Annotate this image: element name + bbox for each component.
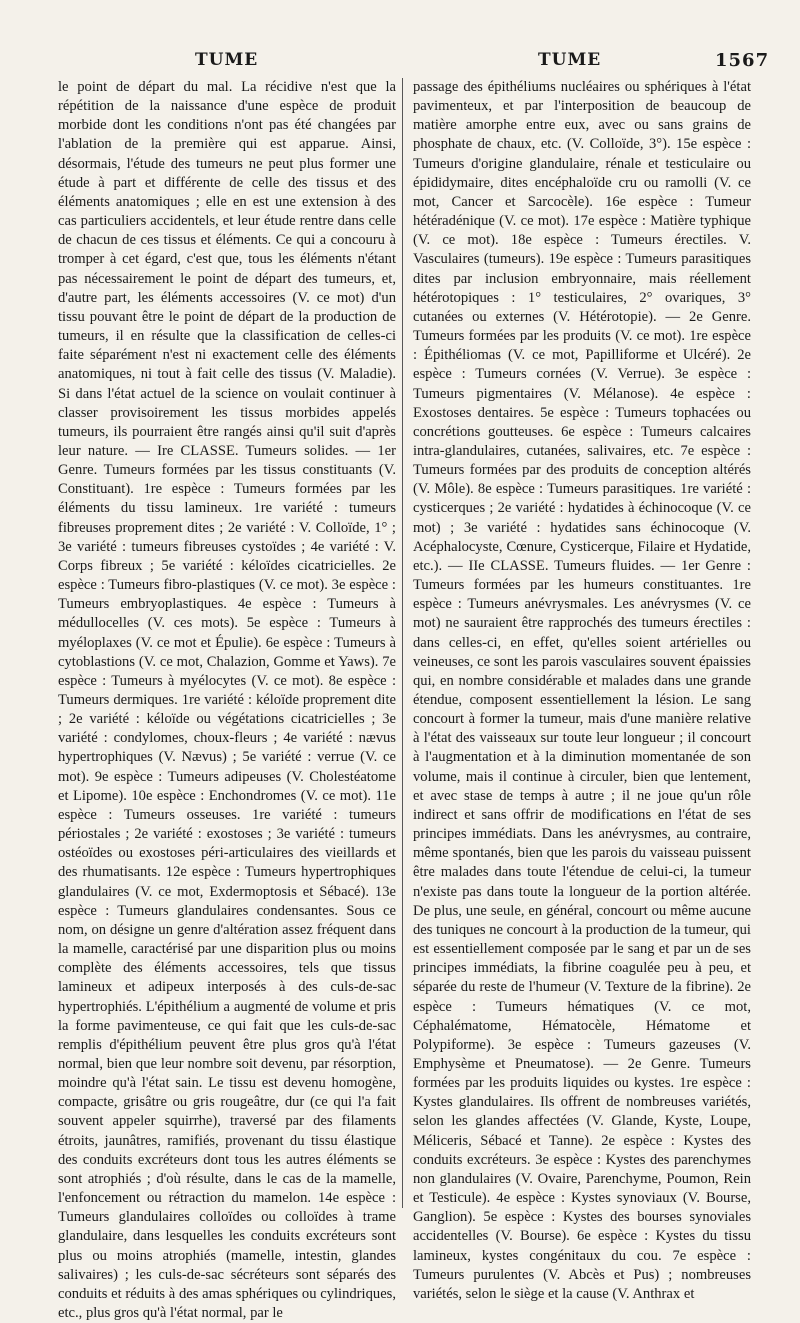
text-column-right [413, 78, 751, 1302]
page-number: 1567 [715, 50, 770, 71]
column-divider [402, 78, 403, 1208]
column-right-text: passage des épithéliums nucléaires ou sphériques à l'état pavimenteux, et par l'interposition de beaucoup de matière amorphe entre eux, avec ou sans grains de phosphate de chaux, etc. (V. Colloïde, 3°). 15e espèce : Tumeurs d'origine glandulaire, rénale et testiculaire ou épididymaire, dites encéphaloïde cru ou ramolli (V. ce mot, Cancer et Sarcocèle). 16e espèce : Tumeur hétéradénique (V. ce mot). 17e espèce : Matière typhique (V. ce mot). 18e espèce : Tumeurs érectiles. V. Vasculaires (tumeurs). 19e espèce : Tumeurs parasitiques dites par inclusion embryonnaire, mais réellement hétérotopiques : 1° testiculaires, 2° ovariques, 3° cutanées ou externes (V. Hétérotopie). — 2e Genre. Tumeurs formées par les produits (V. ce mot). 1re espèce : Épithéliomas (V. ce mot, Papilliforme et Ulcéré). 2e espèce : Tumeurs cornées (V. Verrue). 3e espèce : Tumeurs pigmentaires (V. Mélanose). 4e espèce : Exostoses dentaires. 5e espèce : Tumeurs tophacées ou concrétions goutteuses. 6e espèce : Tumeurs calcaires intra-glandulaires, cutanées, salivaires, etc. 7e espèce : Tumeurs formées par des produits de conception altérés (V. Môle). 8e espèce : Tumeurs parasitiques. 1re variété : cysticerques ; 2e variété : hydatides à échinocoque (V. ce mot) ; 3e variété : hydatides sans échinocoque (V. Acéphalocyste, Cœnure, Cysticerque, Filaire et Hydatide, etc.). — IIe CLASSE. Tumeurs fluides. — 1er Genre : Tumeurs formées par les humeurs constituantes. 1re espèce : Tumeurs anévrysmales. Les anévrysmes (V. ce mot) ne sauraient être rapprochés des tumeurs érectiles : dans celles-ci, en effet, qu'elles soient artérielles ou veineuses, ce sont les parois vasculaires souvent épaissies qui, en nombre considérable et malades dans une grande étendue, composent essentiellement la lésion. Le sang concourt à former la tumeur, mais d'une manière relative à l'état des vaisseaux sur toute leur longueur ; il concourt à l'augmentation et à la diminution momentanée de son volume, mais il continue à circuler, bien que lentement, et avec stase de temps à autre ; il ne joue qu'un rôle indirect et sans offrir de modifications en l'état de ses principes immédiats. Dans les anévrysmes, au contraire, même spontanés, bien que les parois du vaisseau puissent être malades dans toute l'étendue de celui-ci, la tumeur n'existe pas dans toute la longueur de la portion altérée. De plus, une seule, en général, concourt ou même aucune des tuniques ne concourt à la production de la tumeur, qui est essentiellement composée par le sang et par un de ses principes immédiats, la fibrine coagulée peu à peu, et séparée du reste de l'humeur (V. Texture de la fibrine). 2e espèce : Tumeurs hématiques (V. ce mot, Céphalématome, Hématocèle, Hématome et Polypiforme). 3e espèce : Tumeurs gazeuses (V. Emphysème et Pneumatose). — 2e Genre. Tumeurs formées par les produits liquides ou kystes. 1re espèce : Kystes glandulaires. Ils offrent de nombreuses variétés, selon les glandes affectées (V. Glande, Kyste, Loupe, Méliceris, Sébacé et Tanne). 2e espèce : Kystes des conduits excréteurs. 3e espèce : Kystes des parenchymes non glandulaires (V. Ovaire, Parenchyme, Poumon, Rein et Testicule). 4e espèce : Kystes synoviaux (V. Bourse, Ganglion). 5e espèce : Kystes des bourses synoviales accidentelles (V. Bourse). 6e espèce : Kystes du tissu lamineux, kystes congénitaux du cou. 7e espèce : Tumeurs purulentes (V. Abcès et Pus) ; nombreuses variétés, selon le siège et la cause (V. Anthrax et [413, 79, 751, 1302]
running-head-left: TUME [195, 50, 259, 70]
running-head-right: TUME [538, 50, 602, 70]
column-left-text: le point de départ du mal. La récidive n'est que la répétition de la naissance d'une espèce de produit morbide dont les conditions n'ont pas été changées par l'ablation de la première qui est apparue. Ainsi, désormais, l'étude des tumeurs ne peut plus former une étude à part et différente de celle des tissus et des éléments anatomiques ; elle en est une extension à des cas particuliers accidentels, et leur étude rentre dans celle de chacun de ces tissus et éléments. Ce qui a concouru à tromper à cet égard, c'est que, tous les éléments n'étant pas nécessairement le point de départ des tumeurs, et, d'autre part, les éléments accessoires (V. ce mot) d'un tissu pouvant être le point de départ de la production de tumeurs, il en résulte que la classification de celles-ci faite séparément n'est ni exactement celle des éléments anatomiques, ni tout à fait celle des tissus (V. Maladie). Si dans l'état actuel de la science on voulait continuer à classer provisoirement les tissus morbides appelés tumeurs, ils pourraient être rangés ainsi qu'il suit d'après leur nature. — Ire CLASSE. Tumeurs solides. — 1er Genre. Tumeurs formées par les tissus constituants (V. Constituant). 1re espèce : Tumeurs formées par les éléments du tissu lamineux. 1re variété : tumeurs fibreuses proprement dites ; 2e variété : V. Colloïde, 1° ; 3e variété : tumeurs fibreuses cystoïdes ; 4e variété : V. Corps fibreux ; 5e variété : kéloïdes cicatricielles. 2e espèce : Tumeurs fibro-plastiques (V. ce mot). 3e espèce : Tumeurs embryoplastiques. 4e espèce : Tumeurs à médullocelles (V. ces mots). 5e espèce : Tumeurs à myéloplaxes (V. ce mot et Épulie). 6e espèce : Tumeurs à cytoblastions (V. ce mot, Chalazion, Gomme et Yaws). 7e espèce : Tumeurs à myélocytes (V. ce mot). 8e espèce : Tumeurs dermiques. 1re variété : kéloïde proprement dite ; 2e variété : kéloïde ou végétations cicatricielles ; 3e variété : condylomes, choux-fleurs ; 4e variété : nævus hypertrophiques (V. Nævus) ; 5e variété : verrue (V. ce mot). 9e espèce : Tumeurs adipeuses (V. Cholestéatome et Lipome). 10e espèce : Enchondromes (V. ce mot). 11e espèce : Tumeurs osseuses. 1re variété : tumeurs périostales ; 2e variété : exostoses ; 3e variété : tumeurs ostéoïdes ou exostoses péri-articulaires des vieillards et des rhumatisants. 12e espèce : Tumeurs hypertrophiques glandulaires (V. ce mot, Exdermoptosis et Sébacé). 13e espèce : Tumeurs glandulaires condensantes. Sous ce nom, on désigne un genre d'altération assez fréquent dans la mamelle, caractérisé par une disparition plus ou moins complète des éléments accessoires, tels que tissus lamineux et adipeux interposés à des culs-de-sac hypertrophiés. L'épithélium a augmenté de volume et pris la forme pavimenteuse, ce qui fait que les culs-de-sac remplis d'épithélium peuvent être plus gros qu'à l'état normal, bien que leur nombre soit devenu, par résorption, moindre qu'à l'état sain. Le tissu est devenu homogène, compacte, grisâtre ou gris rougeâtre, dur (ce qui l'a fait souvent appeler squirrhe), traversé par des filaments étroits, jaunâtres, ramifiés, provenant du tissu élastique des conduits excréteurs dont tous les autres éléments se sont atrophiés ; d'où résulte, dans le cas de la mamelle, l'enfoncement ou rétraction du mamelon. 14e espèce : Tumeurs glandulaires colloïdes ou colloïdes à trame glandulaire, dans lesquelles les conduits excréteurs sont plus ou moins atrophiés (mamelle, intestin, glandes salivaires) ; les culs-de-sac sécréteurs sont séparés des conduits et réduits à des amas sphériques ou cylindriques, etc., plus gros qu'à l'état normal, par le [58, 79, 396, 1321]
text-column-left [58, 78, 396, 1321]
